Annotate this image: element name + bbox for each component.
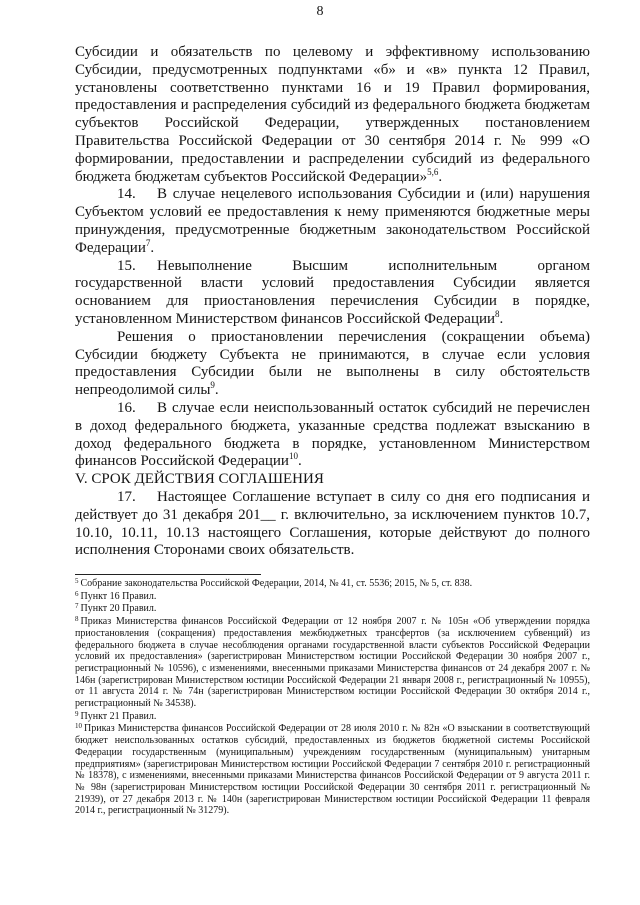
paragraph-16: 16. В случае если неиспользованный остаток субсидий не перечислен в доход федерального бюджета, указанные средства подлежат взысканию в доход федерального бюджета в порядке, установленном Министерством финансов Российской Федерации$^{10}$. <box>75 399 590 470</box>
section-heading: V. СРОК ДЕЙСТВИЯ СОГЛАШЕНИЯ <box>75 471 324 488</box>
paragraph-17: 17. Настоящее Соглашение вступает в силу со дня его подписания и действует до 31 декабря 201__ г. включительно, за исключением пунктов 10.7, 10.10, 10.11, 10.13 настоящего Соглашения, которые действуют до полного исполнения Сторонами своих обязательств. <box>75 488 590 559</box>
footnote-7: $^7$ Пункт 20 Правил. <box>75 602 157 615</box>
page-number: 8 <box>316 4 324 19</box>
paragraph-13-continuation: Субсидии и обязательств по целевому и эффективному использованию Субсидии, предусмотренных подпунктами «б» и «в» пункта 12 Правил, установлены соответственно пунктами 16 и 19 Правил формирования, предоставления и распределения субсидий из федерального бюджета бюджетам субъектов Российской Федерации, утвержденных постановлением Правительства Российской Федерации от 30 сентября 2014 г. № 999 «О формировании, предоставлении и распределении субсидий из федерального бюджета бюджетам субъектов Российской Федерации»$^{5,6}$. <box>75 44 590 185</box>
footnote-separator <box>75 574 261 575</box>
paragraph-15: 15. Невыполнение Высшим исполнительным органом государственной власти условий предоставления Субсидии является основанием для приостановления перечисления Субсидии в порядке, установленном Министерством финансов Российской Федерации$^8$. <box>75 257 590 327</box>
footnotes <box>75 578 590 818</box>
document-body <box>75 44 590 560</box>
paragraph-number: 17. <box>117 488 136 505</box>
footnote-ref[interactable]: 7 <box>145 237 151 248</box>
footnote-9: $^9$ Пункт 21 Правил. <box>75 709 157 722</box>
footnote-ref[interactable]: 9 <box>210 380 215 391</box>
footnote-ref[interactable]: 5,6 <box>427 166 439 177</box>
paragraph-number: 15. <box>117 257 136 274</box>
paragraph-number: 14. <box>117 186 136 203</box>
paragraph-number: 16. <box>117 399 136 416</box>
paragraph-14: 14. В случае нецелевого использования Субсидии и (или) нарушения Субъектом условий ее предоставления к нему применяются бюджетные меры принуждения, предусмотренные бюджетным законодательством Российской Федерации$^7$. <box>75 186 590 256</box>
footnote-10: $^{10}$ Приказ Министерства финансов Российской Федерации от 28 июля 2010 г. № 82н «О взыскании в соответствующий бюджет неиспользованных остатков субсидий, предоставленных из бюджетов бюджетной системы Российской Федерации государственным (муниципальным) учреждениям государственным (муниципальным) унитарным предприятиям» (зарегистрирован Министерством юстиции Российской Федерации 7 сентября 2010 г. регистрационный № 18378), с изменениями, внесенными приказами Министерства финансов Российской Федерации от 9 августа 2011 г. № 98н (зарегистрирован Министерством юстиции Российской Федерации 30 сентября 2011 г. регистрационный № 21939), от 27 декабря 2013 г. № 140н (зарегистрирован Министерством юстиции Российской Федерации 11 февраля 2014 г., регистрационный № 31279). <box>75 722 590 817</box>
footnote-6: $^6$ Пункт 16 Правил. <box>75 589 157 602</box>
footnote-5: $^5$ Собрание законодательства Российской Федерации, 2014, № 41, ст. 5536; 2015, № 5, ст. 838. <box>75 577 473 589</box>
footnote-ref[interactable]: 10 <box>288 451 298 462</box>
paragraph-15-second: Решения о приостановлении перечисления (сокращении объема) Субсидии бюджету Субъекта не принимаются, в случае если условия предоставления Субсидии были не выполнены в силу обстоятельств непреодолимой силы$^9$. <box>75 328 590 399</box>
footnote-ref[interactable]: 8 <box>495 308 500 319</box>
footnote-8: $^8$ Приказ Министерства финансов Российской Федерации от 12 ноября 2007 г. № 105н «Об утверждении порядка приостановления (сокращения) предоставления межбюджетных трансфертов (за исключением субвенций) из федерального бюджета в случае несоблюдения органами государственной власти субъектов Российской Федерации условий их предоставления» (зарегистрирован Министерством юстиции Российской Федерации 30 ноября 2007 г., регистрационный № 10596), с изменениями, внесенными приказами Министерства финансов от 24 декабря 2007 г. № 146н (зарегистрирован Министерством юстиции Российской Федерации 21 января 2008 г., регистрационный № 10955), от 11 августа 2014 г. № 74н (зарегистрирован Министерством юстиции Российской Федерации 30 октября 2014 г., регистрационный № 34538). <box>75 615 590 710</box>
